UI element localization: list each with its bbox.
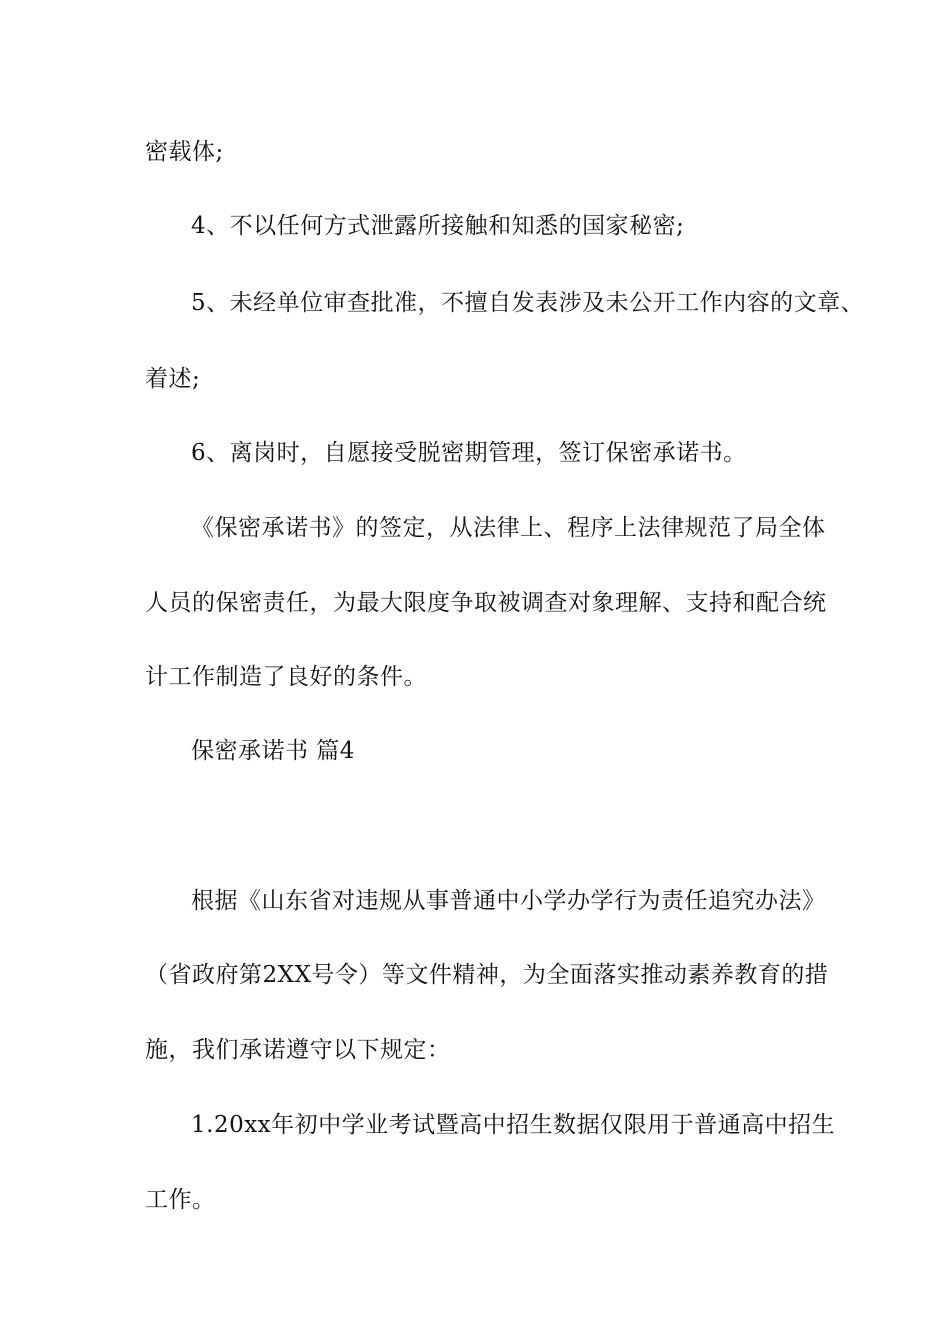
paragraph-line: 计工作制造了良好的条件。 <box>145 664 427 690</box>
paragraph-line: 4、不以任何方式泄露所接触和知悉的国家秘密; <box>191 213 685 239</box>
paragraph-line: （省政府第2XX号令）等文件精神，为全面落实推动素养教育的措 <box>145 962 829 988</box>
paragraph-line: 5、未经单位审查批准，不擅自发表涉及未公开工作内容的文章、 <box>191 290 865 316</box>
paragraph-line: 密载体; <box>145 139 224 165</box>
paragraph-line: 着述; <box>145 366 201 392</box>
paragraph-line: 施，我们承诺遵守以下规定： <box>145 1037 451 1063</box>
paragraph-line: 1.20xx年初中学业考试暨高中招生数据仅限用于普通高中招生 <box>191 1112 836 1138</box>
paragraph-line: 《保密承诺书》的签定，从法律上、程序上法律规范了局全体 <box>191 515 826 541</box>
paragraph-line: 工作。 <box>145 1187 216 1213</box>
paragraph-line: 人员的保密责任，为最大限度争取被调查对象理解、支持和配合统 <box>145 590 827 616</box>
paragraph-line: 根据《山东省对违规从事普通中小学办学行为责任追究办法》 <box>191 888 826 914</box>
section-heading: 保密承诺书 篇4 <box>191 738 355 764</box>
paragraph-line: 6、离岗时，自愿接受脱密期管理，签订保密承诺书。 <box>191 440 747 466</box>
